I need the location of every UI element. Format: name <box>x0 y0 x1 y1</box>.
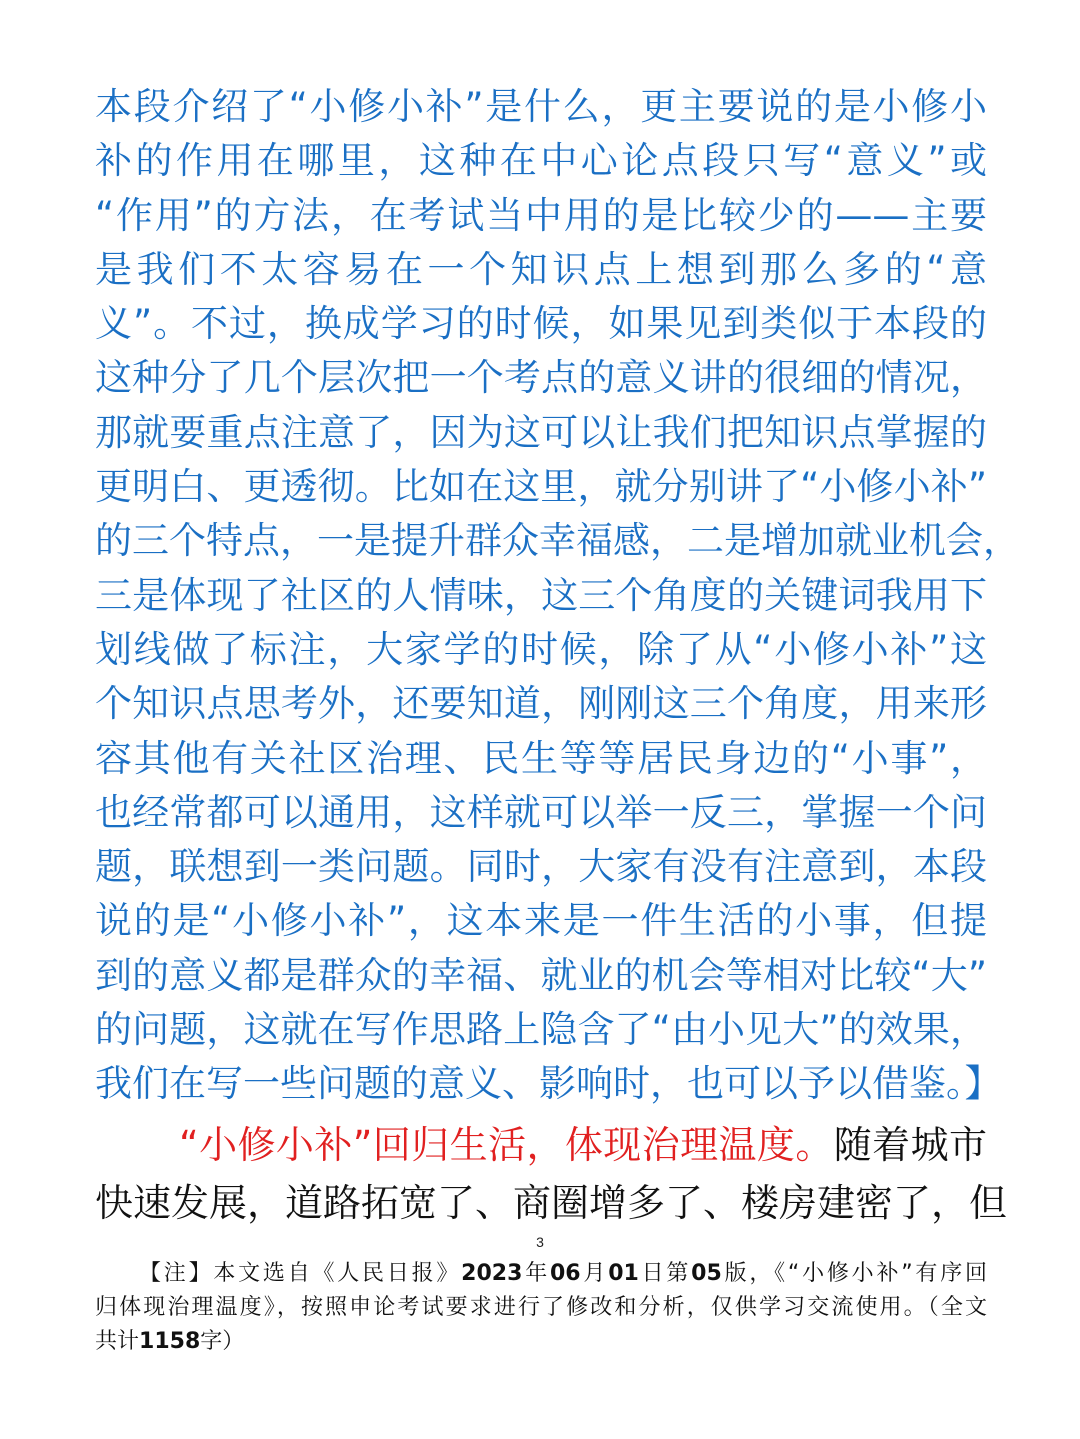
commentary-line-3: “作用”的方法，在考试当中用的是比较少的——主要 <box>95 193 987 237</box>
footnote-count-suffix: 字） <box>200 1329 245 1354</box>
footnote-year-unit: 年 <box>522 1261 550 1286</box>
body-paragraph <box>95 1116 1008 1232</box>
commentary-line-7: 那就要重点注意了，因为这可以让我们把知识点掌握的 <box>95 410 987 454</box>
commentary-line-4: 是我们不太容易在一个知识点上想到那么多的“意 <box>95 247 987 291</box>
commentary-line-11: 划线做了标注，大家学的时候，除了从“小修小补”这 <box>95 627 987 671</box>
commentary-line-8: 更明白、更透彻。比如在这里，就分别讲了“小修小补” <box>95 465 987 509</box>
commentary-line-15: 题，联想到一类问题。同时，大家有没有注意到，本段 <box>95 845 987 889</box>
commentary-line-5: 义”。不过，换成学习的时候，如果见到类似于本段的 <box>95 302 987 346</box>
footnote-source-text: 【注】本文选自《人民日报》 <box>139 1261 462 1286</box>
footnote-line-1 <box>95 1257 987 1291</box>
commentary-line-13: 容其他有关社区治理、民生等等居民身边的“小事”， <box>95 736 987 780</box>
footnote-count-prefix: 共计 <box>95 1329 140 1354</box>
commentary-line-14: 也经常都可以通用，这样就可以举一反三，掌握一个问 <box>95 790 987 834</box>
commentary-line-18: 的问题，这就在写作思路上隐含了“由小见大”的效果， <box>95 1008 987 1052</box>
footnote-line-2: 归体现治理温度》，按照申论考试要求进行了修改和分析，仅供学习交流使用。（全文 <box>95 1295 987 1320</box>
footnote-edition: 05 <box>691 1261 722 1286</box>
footnote-month: 06 <box>549 1261 581 1286</box>
commentary-line-1: 本段介绍了“小修小补”是什么，更主要说的是小修小 <box>95 85 987 128</box>
section-heading-highlight: “小修小补”回归生活，体现治理温度。 <box>179 1123 834 1167</box>
commentary-line-6: 这种分了几个层次把一个考点的意义讲的很细的情况， <box>95 356 987 400</box>
footnote-word-count: 1158 <box>139 1329 201 1354</box>
footnote-year: 2023 <box>461 1261 523 1286</box>
footnote-month-unit: 月 <box>580 1261 609 1286</box>
body-line-2: 快速发展，道路拓宽了、商圈增多了、楼房建密了，但 <box>95 1181 1008 1225</box>
source-footnote <box>95 1257 987 1359</box>
commentary-line-2: 补的作用在哪里，这种在中心论点段只写“意义”或 <box>95 139 987 183</box>
body-line-1 <box>95 1116 987 1174</box>
commentary-paragraph <box>95 80 1020 1112</box>
footnote-title-start: 版，《“小修小补”有序回 <box>721 1261 987 1286</box>
footnote-day: 01 <box>608 1261 639 1286</box>
commentary-line-16: 说的是“小修小补”，这本来是一件生活的小事，但提 <box>95 899 987 943</box>
body-line-1-text: 随着城市 <box>833 1123 987 1167</box>
footnote-line-3 <box>95 1325 987 1359</box>
page-number: 3 <box>536 1234 544 1250</box>
commentary-line-12: 个知识点思考外，还要知道，刚刚这三个角度，用来形 <box>95 682 987 726</box>
commentary-line-9: 的三个特点，一是提升群众幸福感，二是增加就业机会， <box>95 519 1020 563</box>
footnote-day-unit: 日第 <box>638 1261 692 1286</box>
commentary-line-10: 三是体现了社区的人情味，这三个角度的关键词我用下 <box>95 573 987 617</box>
commentary-line-17: 到的意义都是群众的幸福、就业的机会等相对比较“大” <box>95 953 987 997</box>
commentary-line-19: 我们在写一些问题的意义、影响时，也可以予以借鉴。】 <box>95 1062 1002 1106</box>
